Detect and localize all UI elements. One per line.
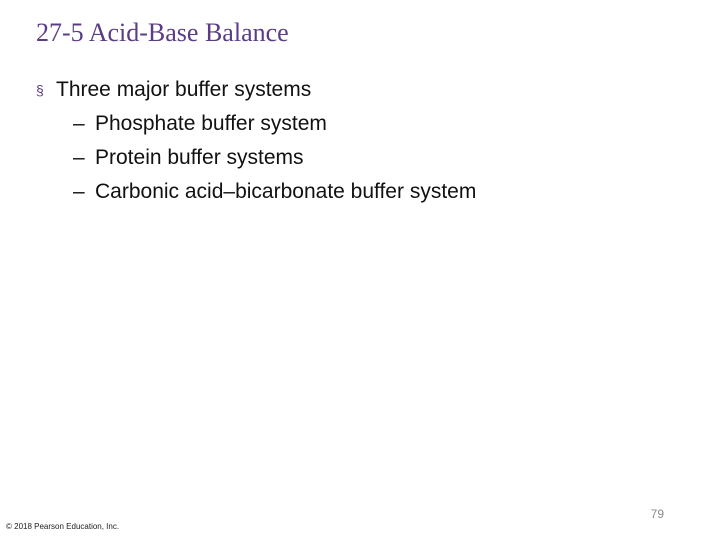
sub-bullet-text: Protein buffer systems — [95, 146, 304, 169]
sub-bullet-item — [73, 175, 476, 209]
page-number: 79 — [650, 507, 664, 521]
bullet-item — [36, 73, 476, 107]
sub-bullet-text: Carbonic acid–bicarbonate buffer system — [95, 180, 477, 203]
dash-marker-icon: – — [73, 180, 85, 203]
slide-content — [36, 73, 476, 209]
dash-marker-icon: – — [73, 146, 85, 169]
bullet-marker-icon: § — [36, 82, 44, 98]
copyright-notice: © 2018 Pearson Education, Inc. — [6, 522, 120, 531]
slide-title: 27-5 Acid-Base Balance — [36, 18, 289, 47]
sub-bullet-list — [73, 107, 476, 209]
dash-marker-icon: – — [73, 112, 85, 135]
sub-bullet-text: Phosphate buffer system — [95, 112, 327, 135]
sub-bullet-item — [73, 107, 476, 141]
sub-bullet-item — [73, 141, 476, 175]
bullet-text: Three major buffer systems — [56, 78, 312, 101]
